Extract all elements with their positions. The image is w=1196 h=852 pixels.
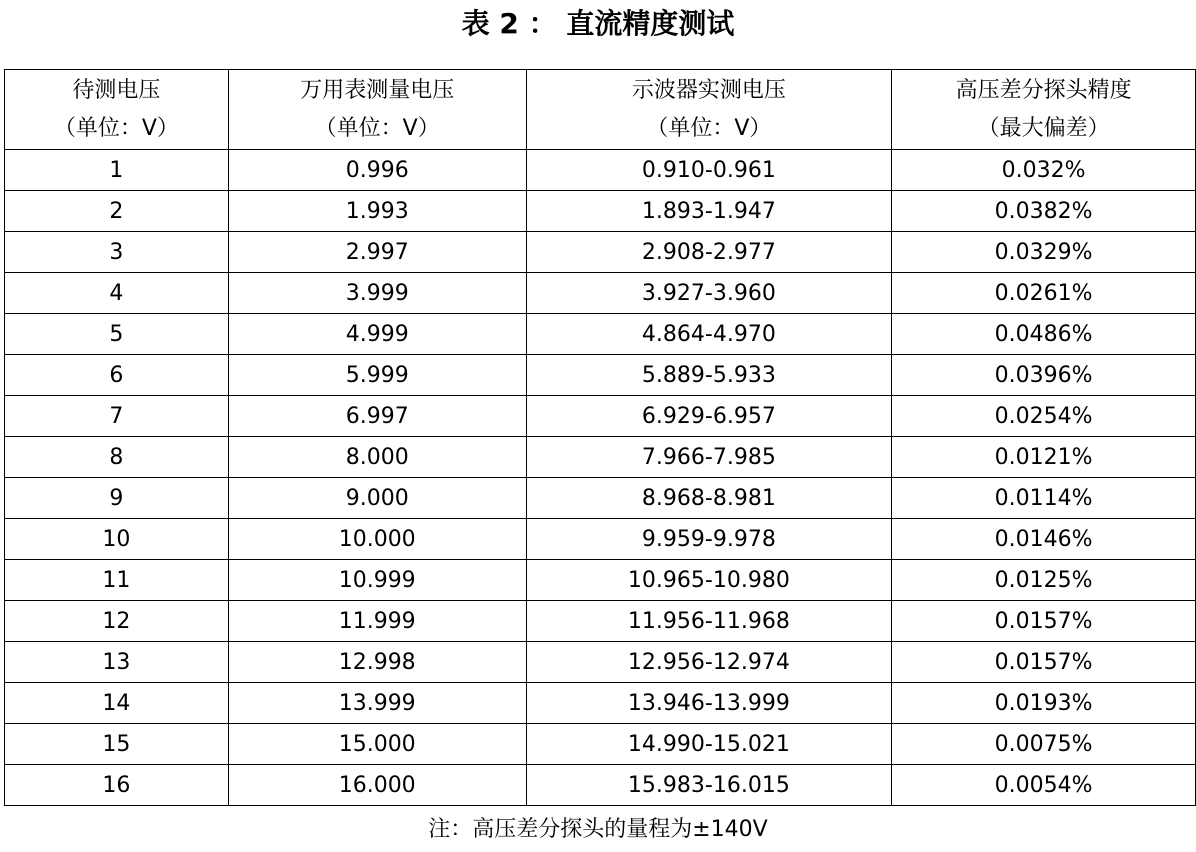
table-row <box>5 396 1196 437</box>
header-unit: （单位：V） <box>646 115 772 141</box>
oscilloscope-voltage-cell: 11.956-11.968 <box>526 601 892 642</box>
test-voltage-cell: 3 <box>5 232 229 273</box>
probe-accuracy-cell: 0.0054% <box>892 765 1196 806</box>
oscilloscope-voltage-cell: 10.965-10.980 <box>526 560 892 601</box>
test-voltage-cell: 8 <box>5 437 229 478</box>
oscilloscope-voltage-cell: 7.966-7.985 <box>526 437 892 478</box>
probe-accuracy-cell: 0.0146% <box>892 519 1196 560</box>
header-label: 示波器实测电压 <box>631 77 786 103</box>
probe-accuracy-cell: 0.0261% <box>892 273 1196 314</box>
multimeter-voltage-cell: 2.997 <box>228 232 526 273</box>
oscilloscope-voltage-cell: 13.946-13.999 <box>526 683 892 724</box>
test-voltage-cell: 12 <box>5 601 229 642</box>
probe-accuracy-cell: 0.0121% <box>892 437 1196 478</box>
oscilloscope-voltage-cell: 14.990-15.021 <box>526 724 892 765</box>
probe-accuracy-cell: 0.0157% <box>892 601 1196 642</box>
multimeter-voltage-cell: 16.000 <box>228 765 526 806</box>
header-label: 高压差分探头精度 <box>955 77 1132 103</box>
probe-accuracy-cell: 0.0486% <box>892 314 1196 355</box>
oscilloscope-voltage-cell: 12.956-12.974 <box>526 642 892 683</box>
dc-accuracy-table <box>4 69 1196 806</box>
probe-accuracy-cell: 0.0125% <box>892 560 1196 601</box>
test-voltage-cell: 2 <box>5 191 229 232</box>
multimeter-voltage-cell: 8.000 <box>228 437 526 478</box>
header-label: 待测电压 <box>72 77 161 103</box>
test-voltage-cell: 14 <box>5 683 229 724</box>
table-row <box>5 437 1196 478</box>
header-unit: （单位：V） <box>314 115 440 141</box>
table-row <box>5 314 1196 355</box>
table-row <box>5 519 1196 560</box>
probe-accuracy-cell: 0.0329% <box>892 232 1196 273</box>
oscilloscope-voltage-cell: 4.864-4.970 <box>526 314 892 355</box>
probe-accuracy-cell: 0.0396% <box>892 355 1196 396</box>
oscilloscope-voltage-cell: 15.983-16.015 <box>526 765 892 806</box>
table-row <box>5 560 1196 601</box>
header-cell <box>526 70 892 150</box>
multimeter-voltage-cell: 1.993 <box>228 191 526 232</box>
probe-accuracy-cell: 0.0157% <box>892 642 1196 683</box>
multimeter-voltage-cell: 15.000 <box>228 724 526 765</box>
oscilloscope-voltage-cell: 0.910-0.961 <box>526 150 892 191</box>
oscilloscope-voltage-cell: 6.929-6.957 <box>526 396 892 437</box>
multimeter-voltage-cell: 6.997 <box>228 396 526 437</box>
oscilloscope-voltage-cell: 8.968-8.981 <box>526 478 892 519</box>
header-unit: （单位：V） <box>53 115 179 141</box>
test-voltage-cell: 13 <box>5 642 229 683</box>
table-row <box>5 232 1196 273</box>
multimeter-voltage-cell: 13.999 <box>228 683 526 724</box>
header-label: 万用表测量电压 <box>300 77 455 103</box>
oscilloscope-voltage-cell: 2.908-2.977 <box>526 232 892 273</box>
table-row <box>5 683 1196 724</box>
multimeter-voltage-cell: 0.996 <box>228 150 526 191</box>
probe-accuracy-cell: 0.0193% <box>892 683 1196 724</box>
table-footnote: 注：高压差分探头的量程为±140V <box>428 817 768 842</box>
oscilloscope-voltage-cell: 3.927-3.960 <box>526 273 892 314</box>
table-title: 表 2 ： 直流精度测试 <box>461 7 735 40</box>
test-voltage-cell: 7 <box>5 396 229 437</box>
test-voltage-cell: 15 <box>5 724 229 765</box>
header-cell <box>892 70 1196 150</box>
test-voltage-cell: 1 <box>5 150 229 191</box>
table-row <box>5 355 1196 396</box>
test-voltage-cell: 4 <box>5 273 229 314</box>
multimeter-voltage-cell: 3.999 <box>228 273 526 314</box>
table-row <box>5 765 1196 806</box>
oscilloscope-voltage-cell: 1.893-1.947 <box>526 191 892 232</box>
probe-accuracy-cell: 0.0075% <box>892 724 1196 765</box>
table-row <box>5 191 1196 232</box>
multimeter-voltage-cell: 10.000 <box>228 519 526 560</box>
multimeter-voltage-cell: 10.999 <box>228 560 526 601</box>
table-row <box>5 601 1196 642</box>
multimeter-voltage-cell: 4.999 <box>228 314 526 355</box>
header-cell <box>5 70 229 150</box>
table-row <box>5 724 1196 765</box>
probe-accuracy-cell: 0.0254% <box>892 396 1196 437</box>
probe-accuracy-cell: 0.0114% <box>892 478 1196 519</box>
probe-accuracy-cell: 0.032% <box>892 150 1196 191</box>
oscilloscope-voltage-cell: 5.889-5.933 <box>526 355 892 396</box>
header-cell <box>228 70 526 150</box>
test-voltage-cell: 16 <box>5 765 229 806</box>
oscilloscope-voltage-cell: 9.959-9.978 <box>526 519 892 560</box>
test-voltage-cell: 9 <box>5 478 229 519</box>
probe-accuracy-cell: 0.0382% <box>892 191 1196 232</box>
multimeter-voltage-cell: 9.000 <box>228 478 526 519</box>
table-row <box>5 642 1196 683</box>
table-row <box>5 150 1196 191</box>
test-voltage-cell: 6 <box>5 355 229 396</box>
test-voltage-cell: 11 <box>5 560 229 601</box>
multimeter-voltage-cell: 11.999 <box>228 601 526 642</box>
table-row <box>5 478 1196 519</box>
test-voltage-cell: 5 <box>5 314 229 355</box>
header-unit: （最大偏差） <box>977 115 1110 141</box>
table-header-row <box>5 70 1196 150</box>
test-voltage-cell: 10 <box>5 519 229 560</box>
multimeter-voltage-cell: 5.999 <box>228 355 526 396</box>
table-row <box>5 273 1196 314</box>
multimeter-voltage-cell: 12.998 <box>228 642 526 683</box>
